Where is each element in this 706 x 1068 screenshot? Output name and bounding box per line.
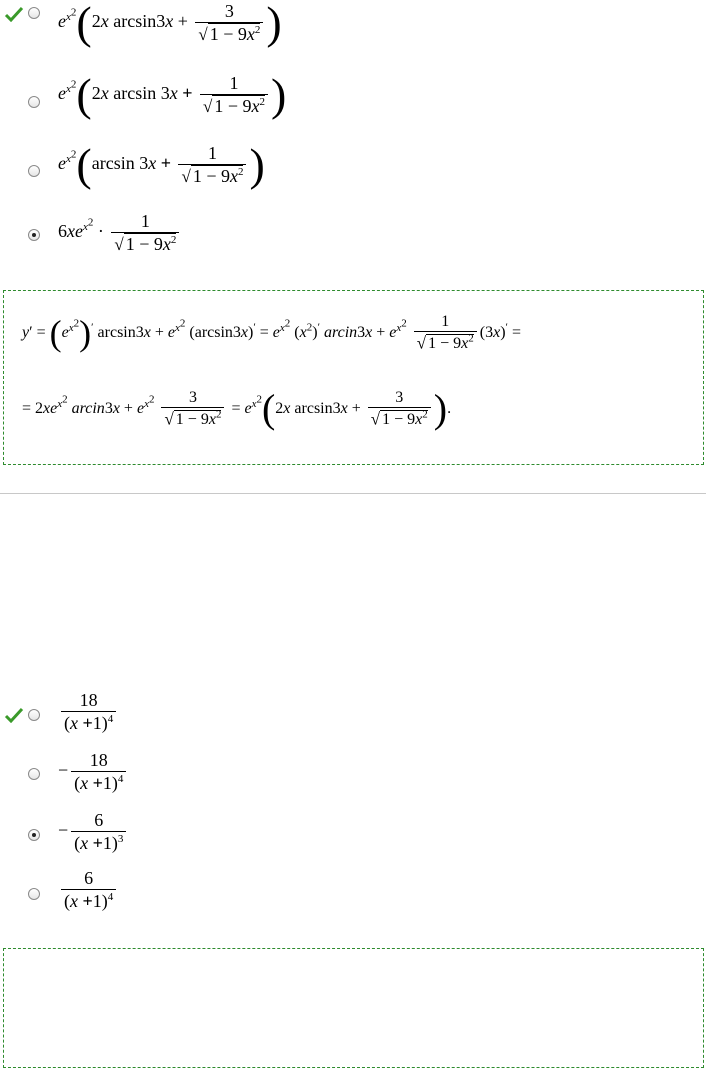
solution-line-1: $y' = (e^{x^2})'$ $\arcsin 3x + e^{x^2}$ $(\arcsin 3x)' = e^{x^2}$ $(x^2)'$ arcin3x + $e^{x^2}$ $\frac{1}{√ 1 - 9x^2}$ (3x)′ = xyxy=(22,313,521,354)
q1-option-4-expression: $6xe^{x^2}$ · $\frac{1}{√ 1 - 9x^2}$ xyxy=(58,211,182,255)
q2-option-1-radio[interactable] xyxy=(28,709,40,721)
question-separator xyxy=(0,493,706,494)
q2-option-4-radio[interactable] xyxy=(28,888,40,900)
q2-option-2[interactable] xyxy=(0,750,706,810)
q2-option-3-expression: − $\frac{6}{(x +1)^3}$ xyxy=(58,810,129,854)
checkmark-icon xyxy=(4,6,24,22)
q1-solution-box xyxy=(3,290,704,465)
q1-option-3-radio[interactable] xyxy=(28,165,40,177)
q1-option-4[interactable] xyxy=(0,205,706,265)
checkmark-icon xyxy=(4,707,24,723)
q1-option-2-expression: $e^{x^2}(2x$ arcsin 3x + $\frac{1}{√ 1 - 9x^2}$ ) xyxy=(58,69,287,120)
q2-option-3[interactable] xyxy=(0,810,706,870)
q2-solution-box xyxy=(3,948,704,1068)
q1-option-2[interactable] xyxy=(0,70,706,130)
q1-option-3[interactable] xyxy=(0,140,706,200)
q1-option-3-expression: $e^{x^2}(\arcsin$ 3x + $\frac{1}{√ 1 - 9x^2}$ ) xyxy=(58,139,265,190)
q1-option-1[interactable] xyxy=(0,0,706,60)
q2-option-2-radio[interactable] xyxy=(28,768,40,780)
q2-option-1-expression: $\frac{18}{(x +1)^4}$ xyxy=(58,690,119,734)
q1-option-1-expression: $e^{x^2}(2x$ arcsin3x + $\frac{3}{√ 1 - 9x^2}$ ) xyxy=(58,0,282,48)
solution-line-2: = $2xe^{x^2}$ arcin3x + $e^{x^2}$ $\frac{3}{√ 1 - 9x^2}$ = $e^{x^2}(2x$ arcsin3x + $\frac{3}{√ 1 - 9x^2}$ ). xyxy=(22,386,452,432)
q2-option-4[interactable] xyxy=(0,868,706,928)
q1-option-2-radio[interactable] xyxy=(28,96,40,108)
q2-option-4-expression: $\frac{6}{(x +1)^4}$ xyxy=(58,868,119,912)
q1-option-1-radio[interactable] xyxy=(28,7,40,19)
q2-option-1[interactable] xyxy=(0,690,706,750)
q2-option-3-radio[interactable] xyxy=(28,829,40,841)
q2-option-2-expression: − $\frac{18}{(x +1)^4}$ xyxy=(58,750,129,794)
q1-option-4-radio[interactable] xyxy=(28,229,40,241)
